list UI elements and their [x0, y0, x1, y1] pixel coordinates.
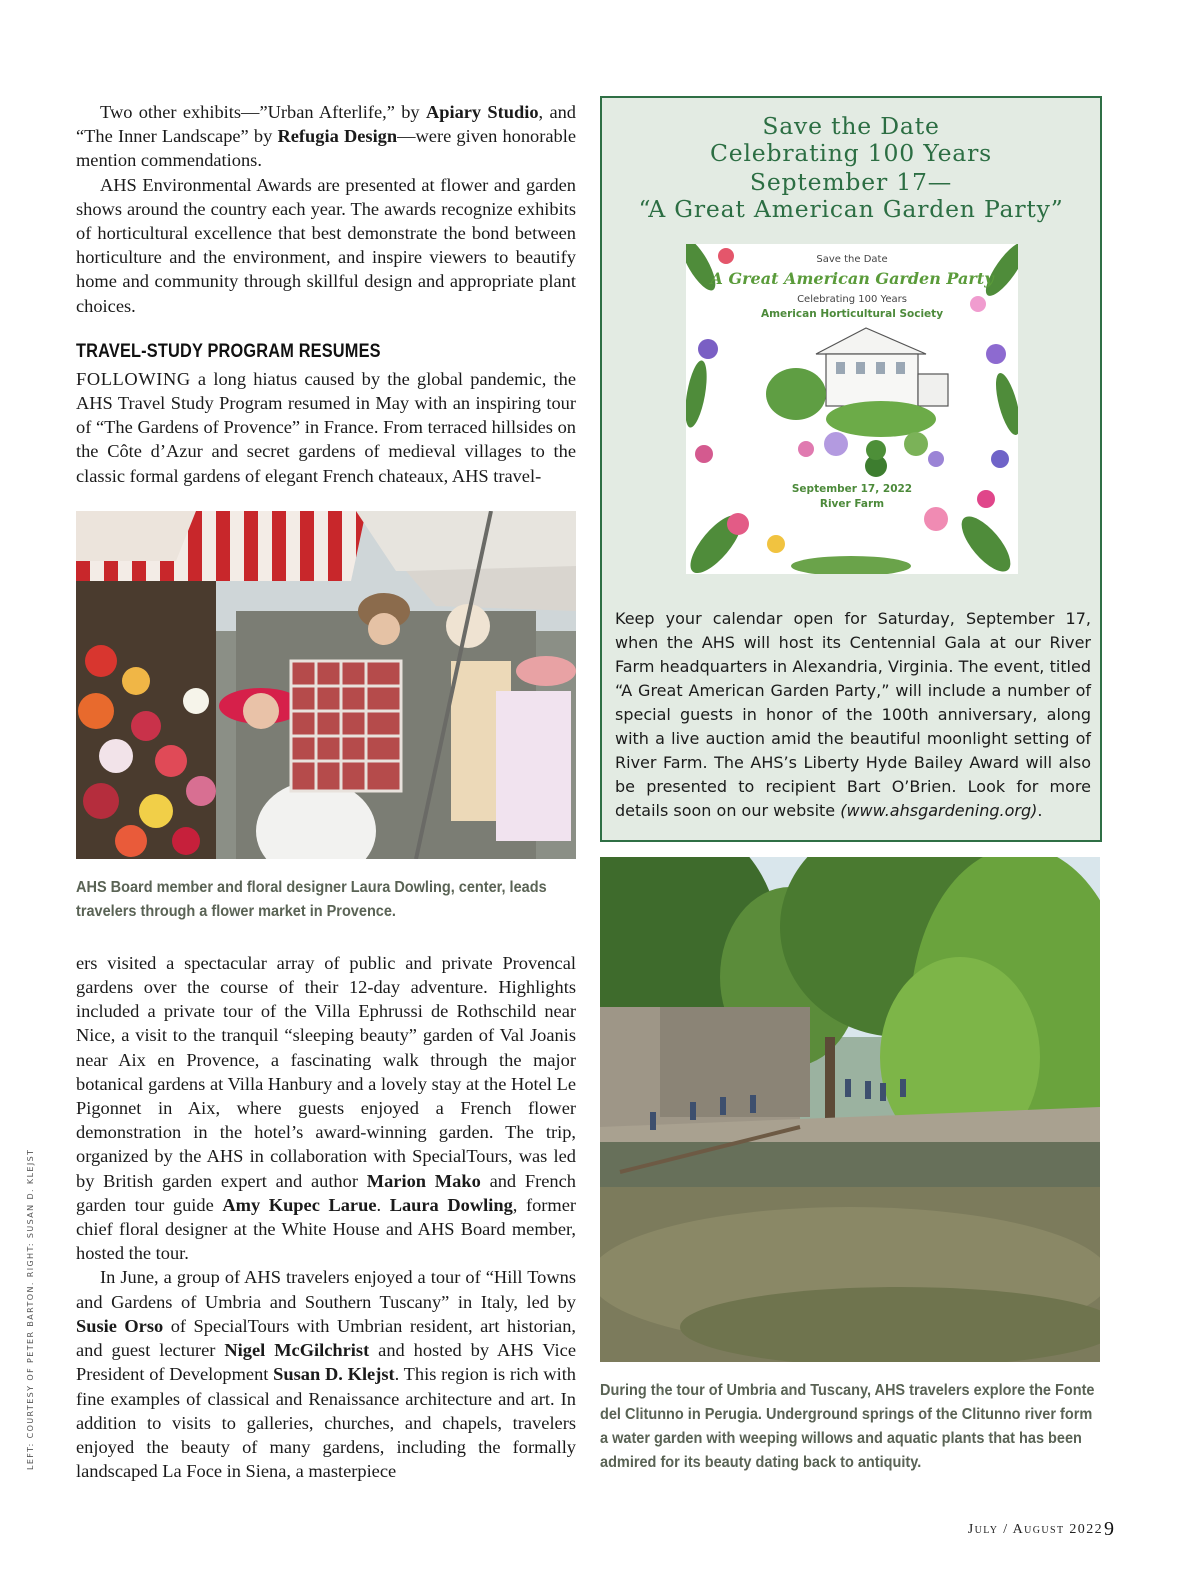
text-run: . — [376, 1194, 390, 1215]
bold-name: Susie Orso — [76, 1315, 164, 1336]
paragraph — [76, 173, 576, 318]
clitunno-spring-photo — [600, 857, 1100, 1362]
text-run: —were given honorable mention commendations. — [76, 126, 576, 171]
save-the-date-box — [600, 96, 1102, 842]
text-run: , and “The Inner Landscape” by — [76, 102, 577, 147]
clitunno-spring-image — [600, 857, 1100, 1362]
bold-name: Susan D. Klejst — [273, 1364, 395, 1385]
page-number: 9 — [1104, 1518, 1114, 1540]
spring-caption: During the tour of Umbria and Tuscany, AHS travelers explore the Fonte del Clitunno in Perugia. Underground springs of the Clitunno river form a water garden with weeping willows and aquatic plants that has been admired for its beauty dating back to antiquity. — [600, 1382, 1095, 1471]
bold-name: Refugia Design — [277, 126, 398, 147]
text-run: In June, a group of AHS travelers enjoyed a tour of “Hill Towns and Gardens of Umbria and Southern Tuscany” in Italy, led by — [76, 1267, 576, 1312]
paragraph — [76, 100, 576, 173]
lead-in: FOLLOWING — [76, 368, 191, 389]
text-run: , former chief floral designer at the White House and AHS Board member, hosted the tour. — [76, 1194, 577, 1264]
bold-name: Nigel McGilchrist — [224, 1340, 370, 1361]
promo-text-body: Keep your calendar open for Saturday, September 17, when the AHS will host its Centennial Gala at our River Farm headquarters in Alexandria, Virginia. The event, titled “A Great American Garden Party,” will include a number of special guests in honor of the 100th anniversary, along with a live auction amid the beautiful moonlight setting of River Farm. The AHS’s Liberty Hyde Bailey Award will also be presented to recipient Bart O’Brien. Look for more details soon on our website — [615, 609, 1091, 820]
text-run: of SpecialTours with Umbrian resident, art historian, and guest lecturer — [76, 1315, 576, 1361]
website-link[interactable]: (www.ahsgardening.org) — [840, 801, 1038, 820]
intro-text — [76, 100, 576, 318]
flower-market-photo — [76, 511, 576, 859]
card-date-text: September 17, 2022 — [791, 483, 913, 495]
paragraph — [76, 951, 576, 1266]
card-save-text: Save the Date — [816, 254, 888, 265]
flower-market-image — [76, 511, 576, 859]
card-org-text: American Horticultural Society — [760, 308, 944, 320]
bold-name: Marion Mako — [366, 1170, 481, 1191]
continued-text — [76, 951, 576, 1483]
promo-description — [615, 607, 1091, 823]
bold-name: Laura Dowling — [389, 1194, 513, 1215]
invitation-card — [686, 244, 1018, 574]
promo-title-line: Save the Date — [762, 112, 940, 140]
travel-intro — [76, 367, 576, 488]
text-run: Two other exhibits—”Urban Afterlife,” by — [100, 102, 426, 122]
card-title-text: A Great American Garden Party — [710, 269, 994, 288]
promo-title-line: “A Great American Garden Party” — [638, 195, 1064, 223]
right-column — [600, 96, 1102, 1475]
text-run: . This region is rich with fine examples of classical and Renaissance architecture and art. In addition to visits to galleries, churches, and chapels, travelers enjoyed the beauty of many gardens, including the formally landscaped La Foce in Siena, a masterpiece — [76, 1364, 576, 1482]
promo-title-line: September 17— — [749, 168, 953, 196]
travel-intro-text: a long hiatus caused by the global pandemic, the AHS Travel Study Program resumed in May with an inspiring tour of “The Gardens of Provence” in France. From terraced hillsides on the Côte d’Azur and secret gardens of medieval villages to the classic formal gardens of elegant French chateaux, AHS travel- — [76, 368, 576, 486]
bold-name: Amy Kupec Larue — [222, 1194, 377, 1215]
invitation-artwork — [686, 244, 1018, 574]
market-caption: AHS Board member and floral designer Laura Dowling, center, leads travelers through a flower market in Provence. — [76, 878, 547, 920]
text-run: ers visited a spectacular array of public and private Provencal gardens over the course of their 12-day adventure. Highlights included a private tour of the Villa Ephrussi de Rothschild near Nice, a visit to the tranquil “sleeping beauty” garden of Val Joanis near Aix en Provence, a fascinating walk through the major botanical gardens at Villa Hanbury and a lovely stay at the Hotel Le Pigonnet in Aix, where guests enjoyed a French flower demonstration in the hotel’s award-winning garden. The trip, organized by the AHS in collaboration with SpecialTours, was led by British garden expert and author — [76, 952, 576, 1191]
text-run: AHS Environmental Awards are presented at flower and garden shows around the country each year. The awards recognize exhibits of horticultural excellence that best demonstrate the bond between horticulture and the environment, and inspire viewers to beautify home and community through skillful design and appropriate plant choices. — [76, 174, 576, 316]
promo-title — [602, 98, 1100, 223]
paragraph — [76, 1265, 576, 1483]
promo-title-line: Celebrating 100 Years — [709, 139, 992, 167]
photo-credit: LEFT: COURTESY OF PETER BARTON. RIGHT: SUSAN D. KLEJST — [26, 1148, 35, 1470]
text-run: and French garden tour guide — [76, 1170, 576, 1215]
text-run: and hosted by AHS Vice President of Development — [76, 1340, 576, 1385]
issue-date: July / August 2022 — [967, 1522, 1103, 1537]
section-heading: TRAVEL-STUDY PROGRAM RESUMES — [76, 340, 381, 362]
card-celebrating-text: Celebrating 100 Years — [797, 294, 907, 305]
promo-text-end: . — [1037, 801, 1043, 820]
left-column — [76, 100, 576, 1483]
card-place-text: River Farm — [819, 498, 885, 510]
bold-name: Apiary Studio — [425, 102, 539, 122]
